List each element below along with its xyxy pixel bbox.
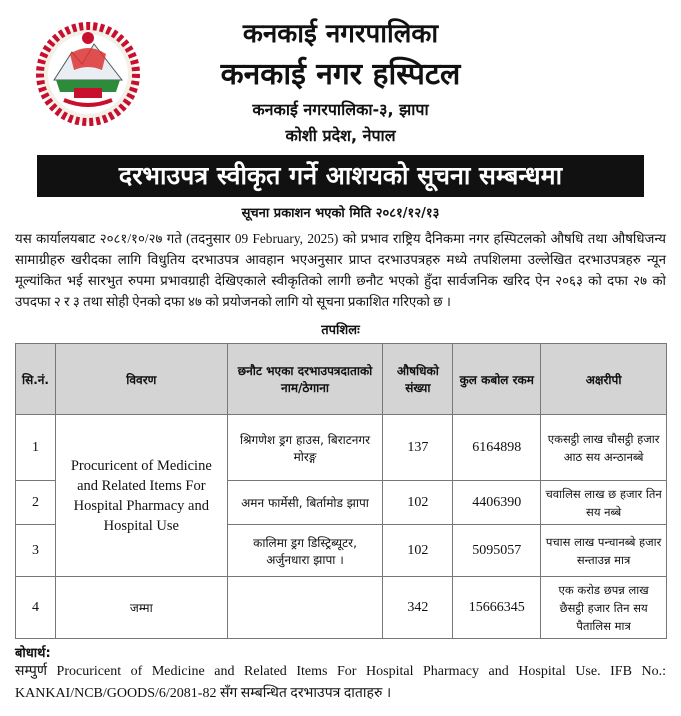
bodhartha-text: सम्पुर्ण Procuricent of Medicine and Related Items For Hospital Pharmacy and Hospital Use. IFB No.: KANKAI/NCB/GOODS/6/2081-82 सँग सम्बन्धित दरभाउपत्र दाताहरु । — [15, 664, 666, 701]
bodhartha-label: बोधार्थ: — [15, 646, 51, 661]
row-bidder: कालिमा ड्रग डिस्ट्रिब्यूटर, अर्जुनधारा झापा । — [227, 525, 383, 577]
row-sn: 3 — [16, 525, 56, 577]
notice-title-banner: दरभाउपत्र स्वीकृत गर्ने आशयको सूचना सम्बन्धमा — [37, 155, 644, 197]
header-in-words: अक्षरीपी — [541, 344, 667, 415]
table-total-row — [16, 577, 667, 639]
row-count: 102 — [383, 481, 453, 525]
row-bidder-empty — [227, 577, 383, 639]
header-sn: सि.नं. — [16, 344, 56, 415]
total-label: जम्मा — [55, 577, 227, 639]
publication-date: सूचना प्रकाशन भएको मिति २०८१/१२/१३ — [241, 206, 440, 221]
row-count: 102 — [383, 525, 453, 577]
row-amount: 6164898 — [453, 415, 541, 481]
row-words: पचास लाख पन्चानब्बे हजार सन्ताउन्न मात्र — [541, 525, 667, 577]
total-words: एक करोड छपन्न लाख छैसट्ठी हजार तिन सय पैतालिस मात्र — [541, 577, 667, 639]
document-header — [0, 0, 681, 150]
address-line-2: कोशी प्रदेश, नेपाल — [285, 126, 396, 145]
municipality-name: कनकाई नगरपालिका — [242, 19, 439, 49]
address-line-1: कनकाई नगरपालिका-३, झापा — [252, 100, 429, 119]
total-amount: 15666345 — [453, 577, 541, 639]
row-sn: 1 — [16, 415, 56, 481]
row-sn: 4 — [16, 577, 56, 639]
hospital-name: कनकाई नगर हस्पिटल — [220, 57, 461, 92]
row-amount: 4406390 — [453, 481, 541, 525]
header-medicine-count: औषधिको संख्या — [383, 344, 453, 415]
header-description: विवरण — [55, 344, 227, 415]
row-bidder: अमन फार्मेसी, बिर्तामोड झापा — [227, 481, 383, 525]
procurement-description: Procuricent of Medicine and Related Items For Hospital Pharmacy and Hospital Use — [55, 415, 227, 577]
row-amount: 5095057 — [453, 525, 541, 577]
row-words: एकसट्ठी लाख चौसट्ठी हजार आठ सय अन्ठानब्बे — [541, 415, 667, 481]
header-total-amount: कुल कबोल रकम — [453, 344, 541, 415]
header-bidder: छनौट भएका दरभाउपत्रदाताको नाम/ठेगाना — [227, 344, 383, 415]
row-sn: 2 — [16, 481, 56, 525]
intro-paragraph: यस कार्यालयबाट २०८१/१०/२७ गते (तदनुसार 09 February, 2025) को प्रभाव राष्ट्रिय दैनिकमा नगर हस्पिटलको औषधि तथा औषधिजन्य सामाग्रीहरु खरीदका लागि विधुतिय दरभाउपत्र आवहान भएअनुसार प्राप्त दरभाउपत्रहरु मध्ये तपशिलमा उल्लेखित दरभाउपत्रहरु न्यून मूल्यांकित भई सारभुत रुपमा प्रभावग्राही देखिएकाले स्वीकृतिको लागी छनौट भएको हुँदा सार्वजनिक खरिद ऐन २०६३ को दफा २७ को उपदफा २ र ३ तथा सोही ऐनको दफा ४७ को प्रयोजनको लागि यो सूचना प्रकाशित गरिएको छ । — [15, 231, 666, 309]
bidder-table — [15, 343, 667, 639]
table-row — [16, 415, 667, 481]
row-count: 137 — [383, 415, 453, 481]
table-header-row — [16, 344, 667, 415]
row-words: चवालिस लाख छ हजार तिन सय नब्बे — [541, 481, 667, 525]
total-count: 342 — [383, 577, 453, 639]
row-bidder: श्रिगणेश ड्रग हाउस, बिराटनगर मोरङ्ग — [227, 415, 383, 481]
table-heading: तपशिलः — [321, 323, 360, 338]
